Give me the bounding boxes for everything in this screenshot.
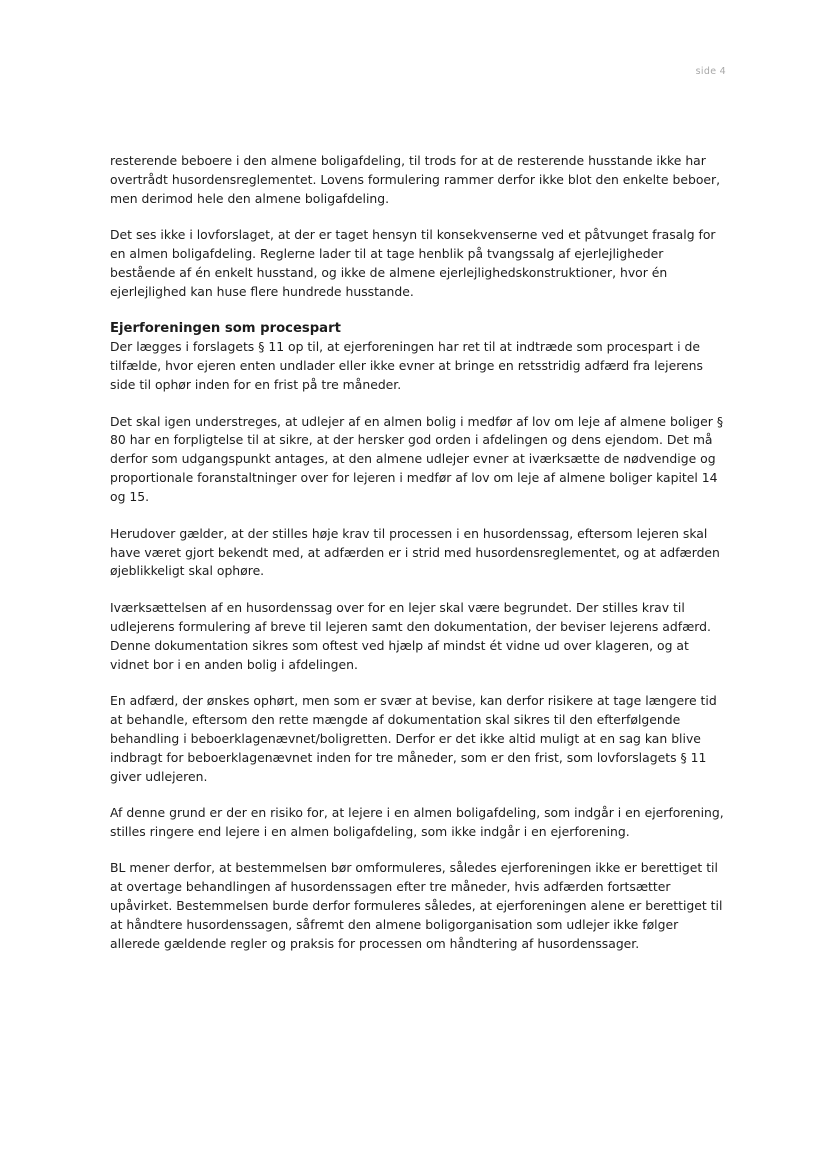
paragraph-5: Herudover gælder, at der stilles høje krav til processen i en husordenssag, eftersom lejeren skal have været gjort bekendt med, at adfærden er i strid med husordensreglementet, og at adfærden øjeblikkeligt skal ophøre. bbox=[110, 525, 720, 579]
section-heading: Ejerforeningen som procespart bbox=[110, 321, 341, 337]
paragraph-1: resterende beboere i den almene boligafdeling, til trods for at de resterende husstande ikke har overtrådt husordensreglementet. Lovens formulering rammer derfor ikke blot den enkelte beboer, men derimod hele den almene boligafdeling. bbox=[110, 153, 721, 206]
paragraph-7: En adfærd, der ønskes ophørt, men som er svær at bevise, kan derfor risikere at tage længere tid at behandle, eftersom den rette mængde af dokumentation skal sikres til den efterfølgende behandling i beboerklagenævnet/boligretten. Derfor er det ikke altid muligt at en sag kan blive indbragt for beboerklagenævnet inden for tre måneder, som er den frist, som lovforslagets § 11 giver udlejeren. bbox=[110, 692, 717, 784]
paragraph-9: BL mener derfor, at bestemmelsen bør omformuleres, således ejerforeningen ikke er berettiget til at overtage behandlingen af husordenssagen efter tre måneder, hvis adfærden fortsætter upåvirket. Bestemmelsen burde derfor formuleres således, at ejerforeningen alene er berettiget til at håndtere husordenssagen, såfremt den almene boligorganisation som udlejer ikke følger allerede gældende regler og praksis for processen om håndtering af husordenssager. bbox=[110, 860, 723, 951]
document-body bbox=[110, 152, 724, 971]
paragraph-6: Iværksættelsen af en husordenssag over for en lejer skal være begrundet. Der stilles krav til udlejerens formulering af breve til lejeren samt den dokumentation, der beviser lejerens adfærd. Denne dokumentation sikres som oftest ved hjælp af mindst ét vidne ud over klageren, og at vidnet bor i en anden bolig i afdelingen. bbox=[110, 599, 711, 672]
paragraph-3: Der lægges i forslagets § 11 op til, at ejerforeningen har ret til at indtræde som procespart i de tilfælde, hvor ejeren enten undlader eller ikke evner at bringe en retsstridig adfærd fra lejerens side til ophør inden for en frist på tre måneder. bbox=[110, 339, 703, 393]
paragraph-8: Af denne grund er der en risiko for, at lejere i en almen boligafdeling, som indgår i en ejerforening, stilles ringere end lejere i en almen boligafdeling, som ikke indgår i en ejerforening. bbox=[110, 804, 724, 839]
page-number: side 4 bbox=[695, 66, 726, 77]
paragraph-2: Det ses ikke i lovforslaget, at der er taget hensyn til konsekvenserne ved et påtvunget frasalg for en almen boligafdeling. Reglerne lader til at tage henblik på tvangssalg af ejerlejligheder bestående af én enkelt husstand, og ikke de almene ejerlejlighedskonstruktioner, hvor én ejerlejlighed kan huse flere hundrede husstande. bbox=[110, 227, 716, 299]
paragraph-4: Det skal igen understreges, at udlejer af en almen bolig i medfør af lov om leje af almene boliger § 80 har en forpligtelse til at sikre, at der hersker god orden i afdelingen og dens ejendom. Det må derfor som udgangspunkt antages, at den almene udlejer evner at iværksætte de nødvendige og proportionale foranstaltninger over for lejeren i medfør af lov om leje af almene boliger kapitel 14 og 15. bbox=[110, 413, 724, 505]
